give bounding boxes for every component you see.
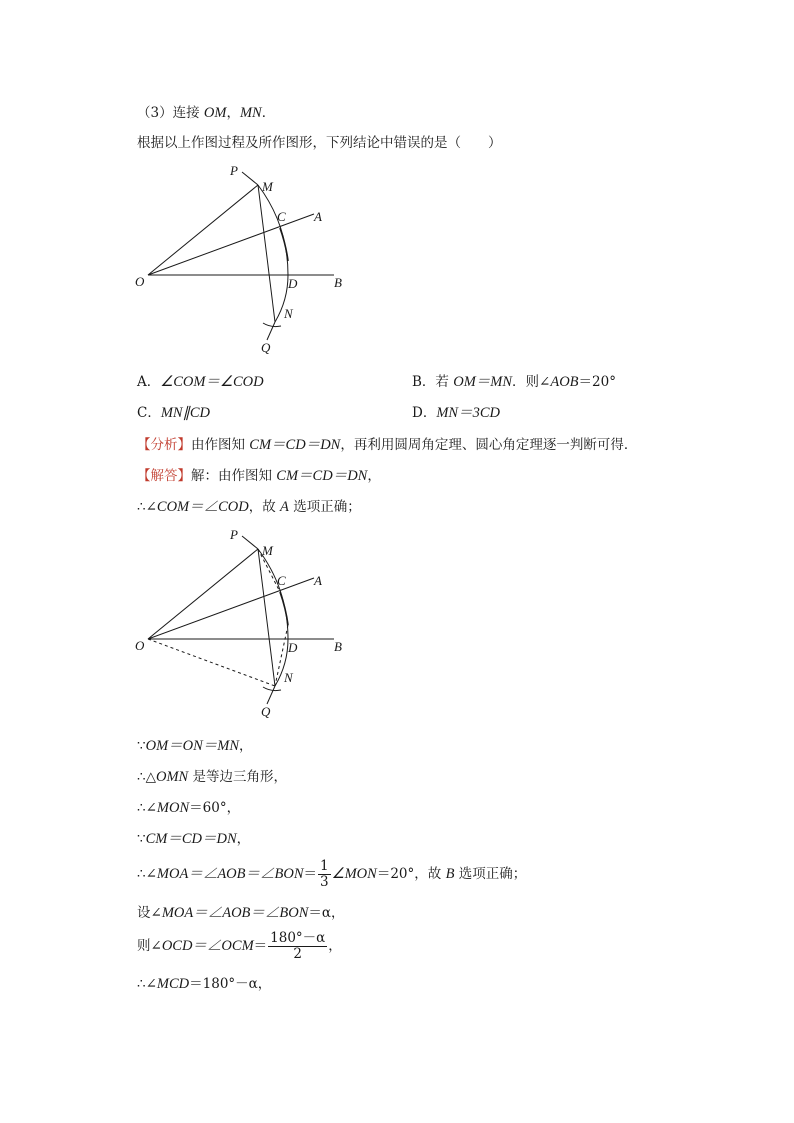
line-a-opt: A	[280, 499, 289, 515]
line-tri-post: 是等边三角形，	[188, 769, 288, 785]
label-A: A	[314, 209, 322, 224]
line-triangle	[137, 767, 287, 787]
option-a-label: A．	[137, 374, 161, 390]
arc-mdn	[258, 185, 288, 322]
option-d	[412, 403, 500, 423]
line-a	[137, 497, 361, 517]
ray-oq	[267, 322, 275, 340]
geometry-figure-1	[130, 160, 360, 360]
solution-end: ，	[367, 468, 381, 484]
label-O: O	[135, 638, 145, 653]
option-a-text: ∠COM＝∠COD	[160, 374, 264, 390]
label-O: O	[135, 274, 145, 289]
ray-oa	[148, 578, 314, 639]
label-M: M	[262, 179, 273, 194]
line-cm-pre: ∵	[137, 831, 146, 847]
fraction-numerator: 1	[320, 858, 329, 874]
label-C: C	[277, 209, 286, 224]
ray-op	[242, 172, 258, 185]
solution-eq: CM＝CD＝DN	[276, 468, 368, 484]
line-set-eq: MOA＝∠AOB＝∠BON	[161, 905, 309, 921]
analysis-post: ，再利用圆周角定理、圆心角定理逐一判断可得．	[340, 437, 638, 453]
label-Q: Q	[261, 704, 271, 719]
ray-oq	[267, 686, 275, 704]
line-b-post: 选项正确；	[454, 866, 527, 882]
arc-cd	[280, 592, 288, 625]
arc-n-mark	[263, 687, 281, 691]
option-d-label: D．	[412, 405, 437, 421]
line-ocd-eqsign: ＝	[253, 938, 268, 954]
line-b-eqsign: ＝	[303, 866, 317, 882]
line-a-mid: ，故	[248, 499, 281, 515]
step3-prefix: （3）连接	[137, 105, 204, 121]
label-P: P	[230, 527, 238, 542]
analysis-pre: 由作图知	[191, 437, 250, 453]
line-b-mid: ，故	[414, 866, 446, 882]
option-b-aob: AOB	[550, 374, 579, 390]
label-D: D	[288, 276, 298, 291]
line-b	[137, 857, 526, 891]
option-a	[137, 372, 264, 392]
line-b-opt: B	[445, 866, 455, 882]
arc-cd	[280, 228, 288, 261]
line-omn	[137, 736, 253, 756]
label-A: A	[314, 573, 322, 588]
segment-mn	[258, 185, 275, 322]
option-b-mid: ．则∠	[512, 374, 551, 390]
fraction-180-minus-alpha-over-2	[268, 931, 327, 962]
solution-tag: 【解答】	[137, 468, 191, 484]
option-b	[412, 372, 616, 392]
fraction-denominator: 3	[320, 874, 329, 890]
analysis-eq: CM＝CD＝DN	[249, 437, 341, 453]
line-cm-end: ，	[236, 831, 251, 847]
line-mon	[137, 798, 240, 818]
solution-line	[137, 466, 381, 486]
line-cm	[137, 829, 250, 849]
step3-line	[137, 103, 275, 123]
step3-sep: ，	[226, 105, 240, 121]
fraction-numerator: 180°－α	[270, 930, 326, 946]
option-c-text: MN∥CD	[160, 405, 210, 421]
segment-om	[148, 185, 258, 275]
line-a-eq: COM＝∠COD	[156, 499, 249, 515]
line-b-pre: ∴∠	[137, 866, 157, 882]
label-C: C	[277, 573, 286, 588]
fraction-one-third	[318, 859, 331, 890]
line-mon-post: ＝60°，	[189, 800, 241, 816]
analysis-tag: 【分析】	[137, 437, 191, 453]
analysis-line	[137, 435, 637, 455]
option-b-cond: OM＝MN	[453, 374, 513, 390]
line-mcd-pre: ∴∠	[137, 976, 157, 992]
line-mcd-post: ＝180°－α，	[189, 976, 272, 992]
segment-om	[148, 549, 258, 639]
label-M: M	[262, 543, 273, 558]
option-c	[137, 403, 210, 423]
step3-mn: MN	[239, 105, 262, 121]
line-set-pre: 设∠	[137, 905, 162, 921]
label-B: B	[334, 275, 342, 290]
fraction-denominator: 2	[293, 946, 303, 962]
line-ocd	[137, 928, 342, 964]
line-tri-eq: OMN	[155, 769, 189, 785]
label-N: N	[284, 306, 293, 321]
label-B: B	[334, 639, 342, 654]
line-b-eq: MOA＝∠AOB＝∠BON	[156, 866, 304, 882]
line-omn-eq: OM＝ON＝MN	[145, 738, 240, 754]
label-N: N	[284, 670, 293, 685]
step3-om: OM	[203, 105, 227, 121]
label-Q: Q	[261, 340, 271, 355]
line-mon-eq: MON	[156, 800, 190, 816]
segment-on-dashed	[148, 639, 275, 686]
option-b-val: ＝20°	[578, 374, 616, 390]
label-D: D	[288, 640, 298, 655]
line-mon-pre: ∴∠	[137, 800, 157, 816]
line-ocd-eq: OCD＝∠OCM	[161, 938, 254, 954]
line-mcd-eq: MCD	[156, 976, 190, 992]
line-set	[137, 903, 345, 923]
line-cm-eq: CM＝CD＝DN	[145, 831, 237, 847]
line-ocd-pre: 则∠	[137, 938, 162, 954]
line-omn-end: ，	[239, 738, 253, 754]
ray-op	[242, 536, 258, 549]
step3-end: ．	[261, 105, 276, 121]
line-a-pre: ∴∠	[137, 499, 157, 515]
ray-oa	[148, 214, 314, 275]
line-b-val: ＝20°	[376, 866, 415, 882]
solution-pre: 解：由作图知	[191, 468, 277, 484]
arc-n-mark	[263, 323, 281, 327]
line-b-eq2: ∠MON	[331, 866, 377, 882]
question-text: 根据以上作图过程及所作图形，下列结论中错误的是（ ）	[137, 135, 502, 151]
line-omn-pre: ∵	[137, 738, 146, 754]
option-d-text: MN＝3CD	[436, 405, 500, 421]
geometry-figure-2	[130, 524, 360, 724]
line-a-post: 选项正确；	[288, 499, 361, 515]
arc-mdn	[258, 549, 288, 686]
line-mcd	[137, 974, 271, 994]
line-tri-pre: ∴△	[137, 769, 156, 785]
option-b-label: B．若	[412, 374, 454, 390]
segment-mn	[258, 549, 275, 686]
line-set-post: ＝α，	[308, 905, 345, 921]
label-P: P	[230, 163, 238, 178]
option-c-label: C．	[137, 405, 161, 421]
line-ocd-end: ，	[328, 938, 342, 954]
